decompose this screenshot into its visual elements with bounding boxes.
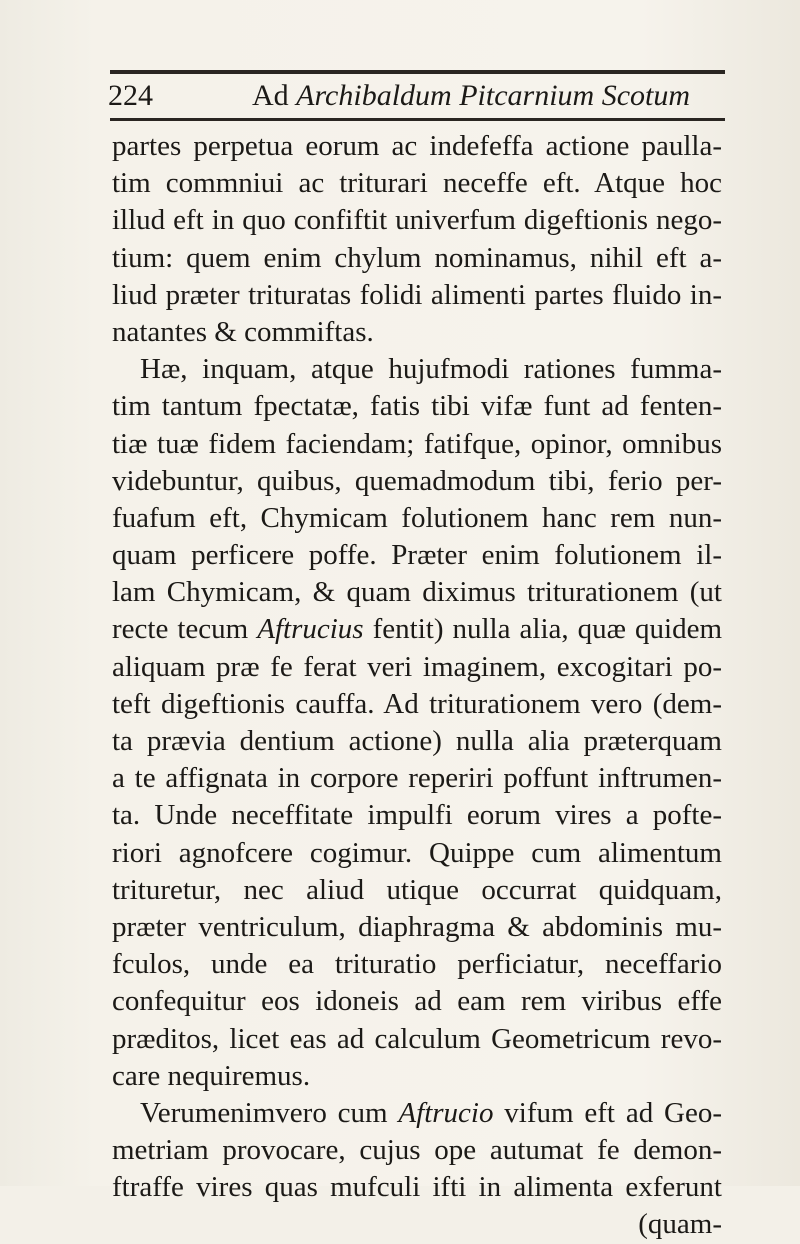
- italic-name: Aftrucio: [398, 1096, 494, 1129]
- text-line: metriam provocare, cujus ope autumat fe demon-: [112, 1134, 722, 1167]
- text-line: videbuntur, quibus, quemadmodum tibi, ferio per-: [112, 464, 722, 497]
- text-segment: fentit) nulla alia, quæ quidem: [363, 613, 723, 646]
- text-line: tim tantum fpectatæ, fatis tibi vifæ funt ad fenten-: [112, 390, 722, 423]
- running-title-italic: Archibaldum Pitcarnium Scotum: [296, 79, 691, 112]
- running-title: [252, 74, 690, 118]
- catchword: (quam-: [638, 1208, 722, 1241]
- text-segment: vifum eft ad Geo-: [493, 1096, 722, 1129]
- running-title-prefix: Ad: [252, 79, 297, 112]
- text-line: ta. Unde neceffitate impulfi eorum vires a pofte-: [112, 799, 722, 832]
- text-segment: Verumenimvero cum: [140, 1096, 399, 1129]
- text-line: trituretur, nec aliud utique occurrat quidquam,: [112, 873, 722, 906]
- page-header: [108, 74, 718, 118]
- text-line: lam Chymicam, & quam diximus triturationem (ut: [112, 576, 722, 609]
- text-line: tium: quem enim chylum nominamus, nihil eft a-: [112, 241, 722, 274]
- header-rule: [110, 118, 725, 121]
- text-line: partes perpetua eorum ac indefeffa actione paulla-: [112, 130, 722, 162]
- text-line: Hæ, inquam, atque hujufmodi rationes fumma-: [140, 353, 722, 386]
- text-line: riori agnofcere cogimur. Quippe cum alimentum: [112, 836, 722, 869]
- text-line: teft digeftionis cauffa. Ad triturationem vero (dem-: [112, 687, 722, 720]
- text-line: aliquam præ fe ferat veri imaginem, excogitari po-: [112, 650, 722, 683]
- text-line: fuafum eft, Chymicam folutionem hanc rem nun-: [112, 501, 722, 534]
- body-text: [112, 128, 722, 1244]
- text-line: natantes & commiftas.: [112, 315, 374, 348]
- text-line: tiæ tuæ fidem faciendam; fatifque, opinor, omnibus: [112, 427, 722, 460]
- text-line: quam perficere poffe. Præter enim folutionem il-: [112, 539, 722, 572]
- italic-name: Aftrucius: [257, 613, 364, 646]
- text-line: a te affignata in corpore reperiri poffunt inftrumen-: [112, 762, 722, 795]
- text-line: ftraffe vires quas mufculi ifti in alimenta exferunt: [112, 1171, 722, 1204]
- text-line: ta prævia dentium actione) nulla alia præterquam: [112, 725, 722, 757]
- text-line: care nequiremus.: [112, 1059, 311, 1092]
- text-line: fculos, unde ea trituratio perficiatur, neceffario: [112, 948, 722, 981]
- text-segment: recte tecum: [112, 613, 258, 646]
- text-line-with-italic: [112, 1095, 722, 1132]
- text-line: præditos, licet eas ad calculum Geometricum revo-: [112, 1022, 722, 1055]
- text-line: tim commniui ac triturari neceffe eft. Atque hoc: [112, 167, 722, 200]
- page-number: 224: [108, 79, 153, 112]
- text-line: liud præter trituratas folidi alimenti partes fluido in-: [112, 278, 722, 311]
- text-line: præter ventriculum, diaphragma & abdominis mu-: [112, 910, 722, 943]
- text-line-with-italic: [112, 611, 722, 648]
- text-line: confequitur eos idoneis ad eam rem viribus effe: [112, 985, 722, 1018]
- text-line: illud eft in quo confiftit univerfum digeftionis nego-: [112, 204, 722, 237]
